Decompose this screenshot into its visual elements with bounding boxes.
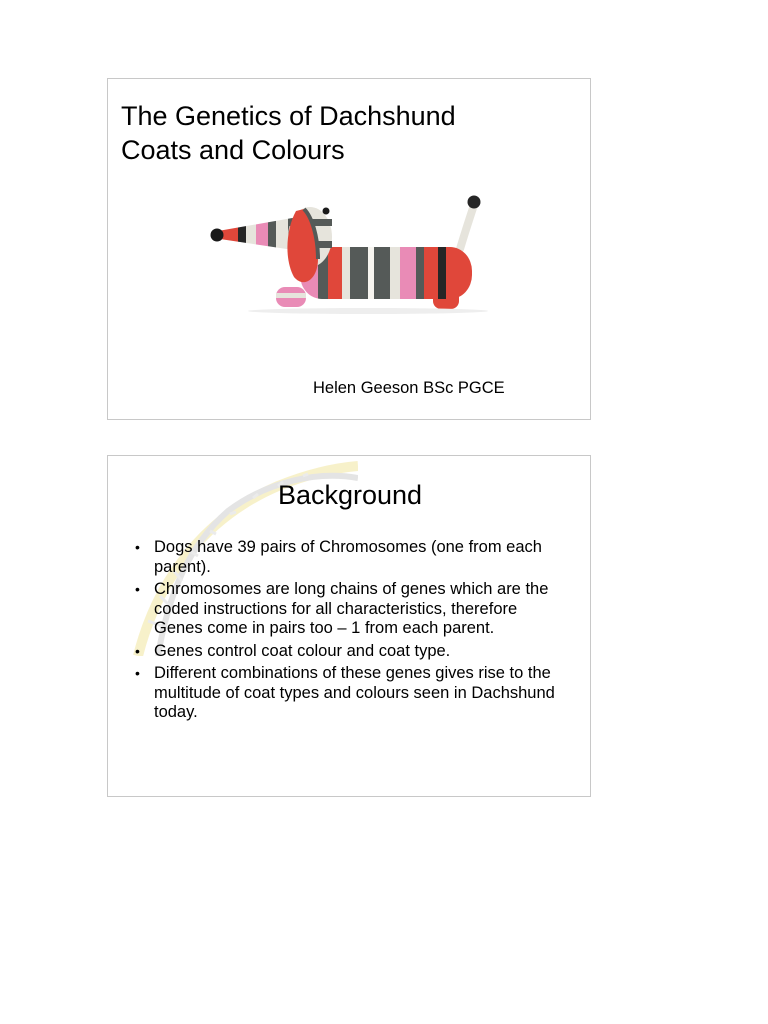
slide-title: Background: [277, 480, 423, 510]
title-slide: [107, 78, 591, 420]
bullet-item: • Genes control coat colour and coat type.: [135, 642, 560, 662]
presentation-title: [121, 99, 561, 167]
bullet-list: [135, 538, 560, 726]
title-line-2: Coats and Colours: [121, 135, 345, 165]
background-slide: [107, 455, 591, 797]
bullet-item: • Different combinations of these genes gives rise to the multitude of coat types and colours seen in Dachshund today.: [135, 664, 560, 723]
bullet-item: • Dogs have 39 pairs of Chromosomes (one from each parent).: [135, 538, 560, 577]
bullet-item: • Chromosomes are long chains of genes which are the coded instructions for all characteristics, therefore Genes come in pairs too – 1 from each parent.: [135, 580, 560, 639]
knitted-dachshund-image: [208, 189, 498, 319]
title-line-1: The Genetics of Dachshund: [121, 101, 456, 131]
author-credit: Helen Geeson BSc PGCE: [313, 379, 505, 397]
